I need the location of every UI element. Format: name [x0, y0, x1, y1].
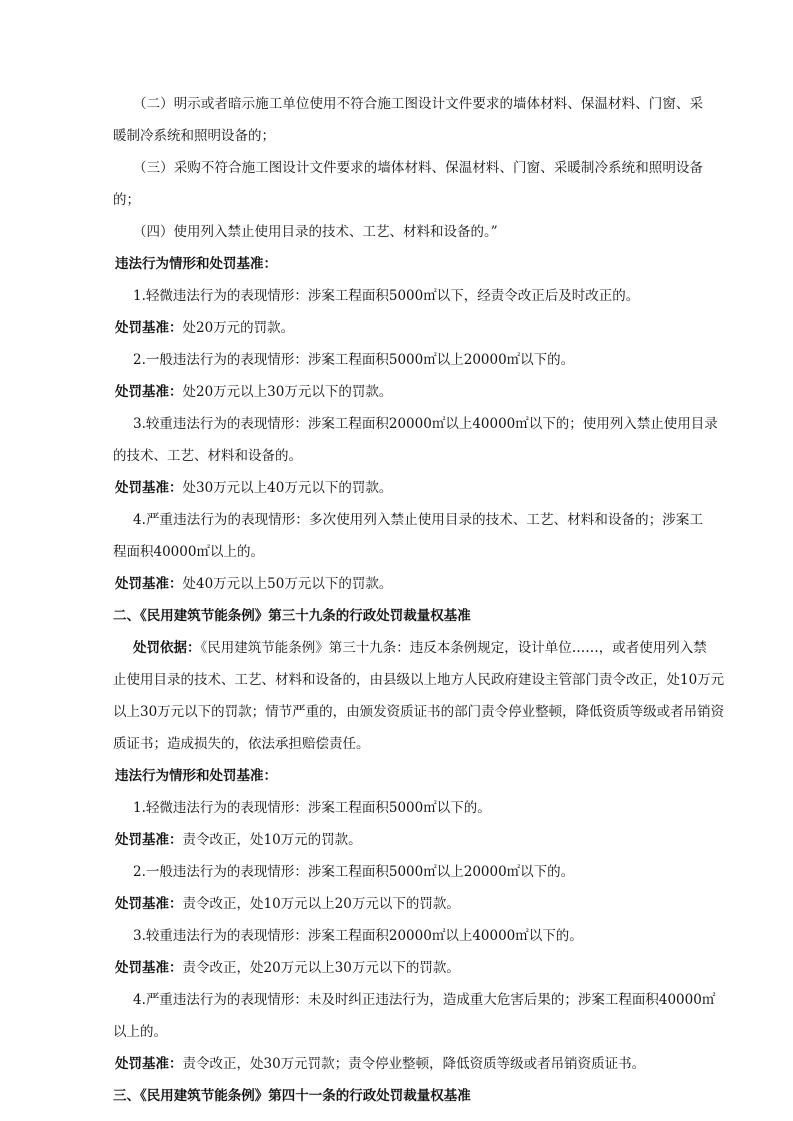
s1-item-4-penalty — [115, 574, 392, 594]
section3-title: 三、《民用建筑节能条例》第四十一条的行政处罚裁量权基准 — [113, 1088, 471, 1104]
s1-item-3-line-1: 3.较重违法行为的表现情形：涉案工程面积20000㎡以上40000㎡以下的；使用列入禁止使用目录 — [133, 416, 718, 432]
penalty-label: 处罚基准： — [115, 960, 183, 976]
s1-item-3-line-2: 的技术、工艺、材料和设备的。 — [113, 448, 302, 464]
section2-basis-line-3: 以上30万元以下的罚款；情节严重的，由颁发资质证书的部门责令停业整顿，降低资质等级或者吊销资 — [113, 704, 725, 720]
penalty-text: 处20万元以上30万元以下的罚款。 — [182, 384, 393, 400]
penalty-text: 责令改正，处10万元的罚款。 — [182, 832, 362, 848]
section2-heading: 违法行为情形和处罚基准： — [115, 768, 277, 784]
penalty-label: 处罚基准： — [115, 896, 183, 912]
clause-4: （四）使用列入禁止使用目录的技术、工艺、材料和设备的。” — [133, 224, 498, 240]
s1-item-2-penalty — [115, 382, 392, 402]
section2-basis-line-2: 止使用目录的技术、工艺、材料和设备的，由县级以上地方人民政府建设主管部门责令改正，处10万元 — [113, 672, 725, 688]
s1-item-2: 2.一般违法行为的表现情形：涉案工程面积5000㎡以上20000㎡以下的。 — [133, 352, 575, 368]
penalty-label: 处罚基准： — [115, 480, 183, 496]
s2-item-4-line-1: 4.严重违法行为的表现情形：未及时纠正违法行为，造成重大危害后果的；涉案工程面积40000㎡ — [133, 992, 716, 1008]
basis-text: 《民用建筑节能条例》第三十九条：违反本条例规定，设计单位……，或者使用列入禁 — [200, 640, 707, 656]
penalty-label: 处罚基准： — [115, 576, 183, 592]
s2-item-3-penalty — [115, 958, 460, 978]
clause-2-line-1: （二）明示或者暗示施工单位使用不符合施工图设计文件要求的墙体材料、保温材料、门窗、采 — [133, 96, 703, 112]
penalty-label: 处罚基准： — [115, 320, 183, 336]
s2-item-3: 3.较重违法行为的表现情形：涉案工程面积20000㎡以上40000㎡以下的。 — [133, 928, 583, 944]
penalty-text: 责令改正，处20万元以上30万元以下的罚款。 — [182, 960, 460, 976]
section2-basis-line-1 — [133, 638, 707, 658]
s1-item-3-penalty — [115, 478, 392, 498]
clause-3-line-2: 的； — [113, 192, 140, 208]
s1-item-4-line-1: 4.严重违法行为的表现情形：多次使用列入禁止使用目录的技术、工艺、材料和设备的；涉案工 — [133, 512, 703, 528]
s2-item-4-penalty — [115, 1054, 645, 1074]
penalty-label: 处罚基准： — [115, 1056, 183, 1072]
penalty-text: 处30万元以上40万元以下的罚款。 — [182, 480, 393, 496]
clause-3-line-1: （三）采购不符合施工图设计文件要求的墙体材料、保温材料、门窗、采暖制冷系统和照明设备 — [133, 160, 703, 176]
section2-basis-line-4: 质证书；造成损失的，依法承担赔偿责任。 — [113, 736, 370, 752]
basis-label: 处罚依据： — [133, 640, 201, 656]
penalty-text: 责令改正，处10万元以上20万元以下的罚款。 — [182, 896, 460, 912]
penalty-text: 责令改正，处30万元罚款；责令停业整顿，降低资质等级或者吊销资质证书。 — [182, 1056, 646, 1072]
s1-item-4-line-2: 程面积40000㎡以上的。 — [113, 544, 264, 560]
s2-item-1-penalty — [115, 830, 362, 850]
penalty-text: 处20万元的罚款。 — [182, 320, 295, 336]
penalty-label: 处罚基准： — [115, 832, 183, 848]
s2-item-1: 1.轻微违法行为的表现情形：涉案工程面积5000㎡以下的。 — [133, 800, 491, 816]
s2-item-2-penalty — [115, 894, 460, 914]
section2-title: 二、《民用建筑节能条例》第三十九条的行政处罚裁量权基准 — [113, 608, 471, 624]
s1-item-1: 1.轻微违法行为的表现情形：涉案工程面积5000㎡以下，经责令改正后及时改正的。 — [133, 288, 640, 304]
s2-item-2: 2.一般违法行为的表现情形：涉案工程面积5000㎡以上20000㎡以下的。 — [133, 864, 575, 880]
penalty-label: 处罚基准： — [115, 384, 183, 400]
s1-item-1-penalty — [115, 318, 294, 338]
s2-item-4-line-2: 以上的。 — [113, 1024, 167, 1040]
clause-2-line-2: 暖制冷系统和照明设备的； — [113, 128, 275, 144]
penalty-text: 处40万元以上50万元以下的罚款。 — [182, 576, 393, 592]
section1-heading: 违法行为情形和处罚基准： — [115, 256, 277, 272]
